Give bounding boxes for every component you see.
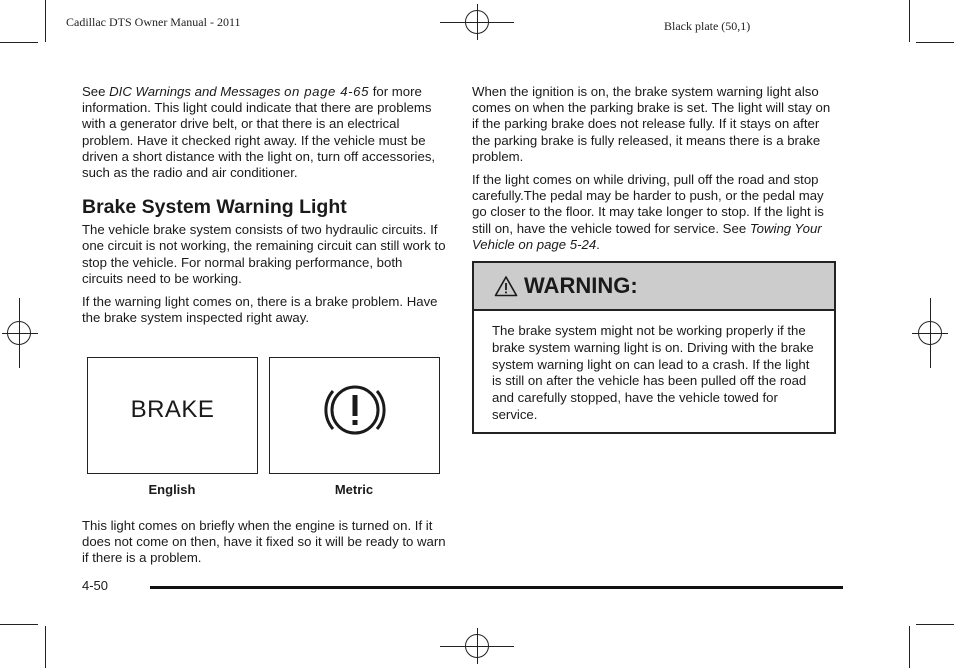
warning-body: The brake system might not be working properly if the brake system warning light is on. Driving with the brake system warning light on can lead to a crash. If the light is still on after the vehicle has been pulled off the road and carefully stopped, have the vehicle towed for service. xyxy=(492,323,814,422)
dic-link-title: DIC Warnings and Messages xyxy=(109,84,281,99)
crop-mark xyxy=(45,626,46,668)
crop-mark xyxy=(0,42,38,43)
caption-metric: Metric xyxy=(334,482,374,497)
driving-end: . xyxy=(596,236,600,252)
crop-mark xyxy=(45,0,46,42)
crop-mark xyxy=(0,624,38,625)
driving-text: If the light comes on while driving, pull off the road and stop carefully.The pedal may be harder to push, or the pedal may go closer to the floor. It may take longer to stop. If the light is still on, have the vehicle towed for service. See xyxy=(472,172,824,236)
paragraph-driving xyxy=(472,172,834,253)
page-number: 4-50 xyxy=(82,578,109,593)
english-brake-symbol xyxy=(87,357,258,474)
manual-title: Cadillac DTS Owner Manual - 2011 xyxy=(66,15,241,29)
crop-mark xyxy=(916,42,954,43)
left-column-bottom xyxy=(82,518,447,574)
crop-mark xyxy=(909,0,910,42)
dic-link[interactable] xyxy=(109,84,369,99)
intro-rest: for more information. This light could indicate that there are problems with a generator drive belt, or that there is an electrical problem. Have it checked right away. If the vehicle must be driven a short distance with the light on, turn off accessories, such as the radio and air conditioner. xyxy=(82,84,436,181)
metric-brake-symbol xyxy=(269,357,440,474)
footer-rule xyxy=(150,586,843,589)
warning-title: WARNING: xyxy=(524,273,638,298)
brake-warning-icon xyxy=(270,358,441,475)
dic-link-page: on page 4-65 xyxy=(284,84,370,99)
left-column xyxy=(82,84,447,333)
warning-triangle-icon xyxy=(494,275,518,297)
paragraph-warning-light: If the warning light comes on, there is a brake problem. Have the brake system inspected right away. xyxy=(82,294,438,326)
brake-symbol-text: BRAKE xyxy=(130,396,215,423)
caption-english: English xyxy=(148,482,196,497)
paragraph-circuits: The vehicle brake system consists of two hydraulic circuits. If one circuit is not working, the remaining circuit can still work to stop the vehicle. For normal braking performance, both circuits need to be working. xyxy=(82,222,446,286)
plate-label: Black plate (50,1) xyxy=(664,19,751,33)
crop-mark xyxy=(909,626,910,668)
intro-paragraph xyxy=(82,84,447,181)
crop-mark xyxy=(916,624,954,625)
section-title: Brake System Warning Light xyxy=(82,196,347,219)
intro-see: See xyxy=(82,84,110,99)
warning-header xyxy=(474,263,834,311)
paragraph-engine-on: This light comes on briefly when the engine is turned on. If it does not come on then, have it fixed so it will be ready to warn if there is a problem. xyxy=(82,518,446,566)
warning-box xyxy=(472,261,836,434)
towing-link[interactable]: Towing Your Vehicle on page 5-24 xyxy=(472,220,822,252)
paragraph-parking-brake: When the ignition is on, the brake system warning light also comes on when the parking brake is set. The light will stay on if the parking brake does not release fully. If it stays on after the parking brake is fully released, it means there is a brake problem. xyxy=(472,84,831,164)
right-column xyxy=(472,84,834,260)
